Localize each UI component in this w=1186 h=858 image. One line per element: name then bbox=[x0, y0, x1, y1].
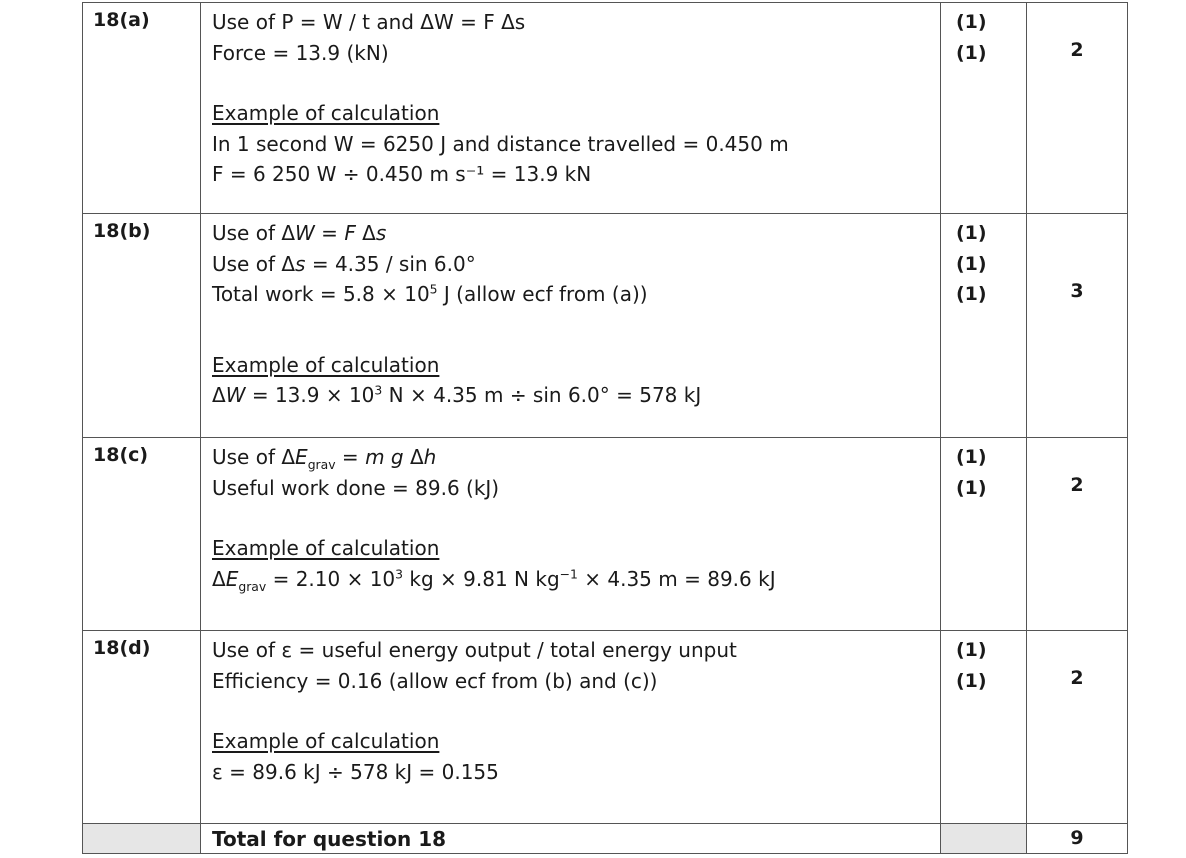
example-heading: Example of calculation bbox=[212, 352, 440, 377]
answer-line: Use of ε = useful energy output / total energy unput bbox=[212, 638, 737, 662]
mark-scheme-table bbox=[82, 2, 1128, 854]
answer-line: Useful work done = 89.6 (kJ) bbox=[212, 475, 500, 500]
mark: (1) bbox=[956, 446, 987, 468]
example-line: In 1 second W = 6250 J and distance travelled = 0.450 m bbox=[212, 131, 789, 156]
answer-line: Total work = $5.8 \times 10^5$ J (allow ecf from (a)) bbox=[212, 281, 648, 306]
total-marks-cell bbox=[1027, 214, 1128, 438]
example-line: $\Delta E_{grav} = 2.10 \times 10^3$ kg × 9.81 N $kg^{-1} \times 4.35$ m = 89.6 kJ bbox=[212, 565, 776, 594]
mark: (1) bbox=[956, 41, 987, 64]
example-line: ε = 89.6 kJ ÷ 578 kJ = 0.155 bbox=[212, 759, 499, 784]
example-heading: Example of calculation bbox=[212, 536, 440, 560]
total-marks: 2 bbox=[1070, 39, 1084, 61]
total-label: Total for question 18 bbox=[201, 824, 941, 854]
question-number: 18(d) bbox=[83, 631, 201, 824]
answer-line: Use of Δs = 4.35 / sin 6.0° bbox=[212, 251, 476, 276]
total-row-blank bbox=[83, 824, 201, 854]
example-line: F = 6 250 W ÷ 0.450 m s⁻¹ = 13.9 kN bbox=[212, 162, 592, 186]
marks-cell bbox=[941, 631, 1027, 824]
total-marks: 3 bbox=[1070, 280, 1084, 302]
mark: (1) bbox=[956, 11, 987, 33]
answer-cell bbox=[201, 3, 941, 214]
answer-line: Force = 13.9 (kN) bbox=[212, 40, 389, 65]
question-row-18a bbox=[83, 3, 1128, 214]
marks-cell bbox=[941, 438, 1027, 631]
answer-line: Efficiency = 0.16 (allow ecf from (b) and (c)) bbox=[212, 668, 658, 693]
answer-cell bbox=[201, 214, 941, 438]
question-row-18c bbox=[83, 438, 1128, 631]
answer-line: Use of ΔW = F Δs bbox=[212, 221, 387, 245]
answer-line: Use of P = W / t and ΔW = F Δs bbox=[212, 10, 526, 34]
mark: (1) bbox=[956, 283, 987, 305]
total-marks-cell bbox=[1027, 631, 1128, 824]
answer-line: Use of $\Delta E_{grav} = m$ g Δh bbox=[212, 445, 437, 472]
total-row bbox=[83, 824, 1128, 854]
marks-cell bbox=[941, 214, 1027, 438]
mark: (1) bbox=[956, 476, 987, 499]
question-number: 18(b) bbox=[83, 214, 201, 438]
example-heading: Example of calculation bbox=[212, 729, 440, 753]
answer-cell bbox=[201, 631, 941, 824]
mark: (1) bbox=[956, 222, 987, 244]
total-value: 9 bbox=[1027, 824, 1128, 854]
answer-cell bbox=[201, 438, 941, 631]
mark: (1) bbox=[956, 252, 987, 275]
question-number: 18(a) bbox=[83, 3, 201, 214]
example-heading: Example of calculation bbox=[212, 101, 440, 125]
marks-cell bbox=[941, 3, 1027, 214]
question-number: 18(c) bbox=[83, 438, 201, 631]
mark: (1) bbox=[956, 669, 987, 692]
question-row-18b bbox=[83, 214, 1128, 438]
total-marks-cell bbox=[1027, 438, 1128, 631]
mark: (1) bbox=[956, 639, 987, 661]
example-line: $\Delta W = 13.9 \times 10^3$ N × 4.35 m ÷ sin 6.0° = 578 kJ bbox=[212, 382, 702, 407]
total-marks-cell bbox=[1027, 3, 1128, 214]
total-marks: 2 bbox=[1070, 667, 1084, 689]
total-marks: 2 bbox=[1070, 474, 1084, 496]
question-row-18d bbox=[83, 631, 1128, 824]
total-row-blank-marks bbox=[941, 824, 1027, 854]
